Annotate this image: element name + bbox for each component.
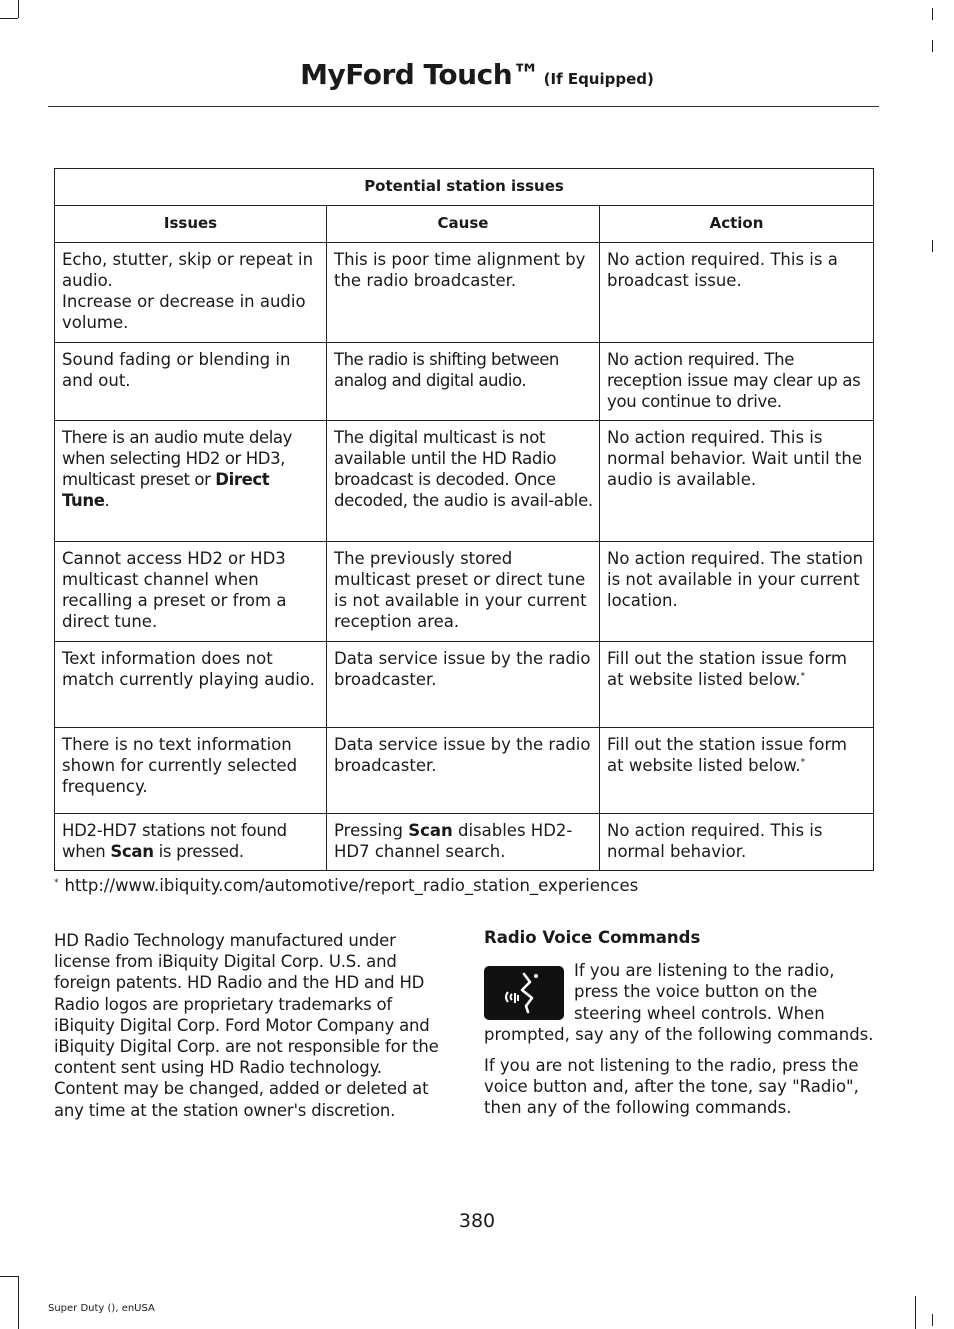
page-number: 380 bbox=[458, 1210, 496, 1232]
cause-cell bbox=[327, 421, 600, 542]
issue-cell: Text information does not match currently playing audio. bbox=[55, 642, 327, 728]
crop-mark bbox=[18, 1276, 19, 1329]
cause-cell: Data service issue by the radio broadcaster. bbox=[327, 642, 600, 728]
crop-mark bbox=[932, 1314, 933, 1326]
cause-keyword: Scan bbox=[408, 821, 453, 840]
action-cell: No action required. This is normal behavior. Wait until the audio is available. bbox=[600, 421, 874, 542]
table-row bbox=[55, 243, 874, 343]
hd-radio-notice: HD Radio Technology manufactured under license from iBiquity Digital Corp. U.S. and foreign patents. HD Radio and the HD and HD Radio logos are proprietary trademarks of iBiquity Digital Corp. Ford Motor Company and iBiquity Digital Corp. are not responsible for the content sent using HD Radio technology. Content may be changed, added or deleted at any time at the station owner's discretion. bbox=[54, 931, 439, 1120]
issue-keyword: Scan bbox=[110, 842, 154, 861]
table-row bbox=[55, 814, 874, 871]
cause-text: disables HD2-HD7 channel search. bbox=[334, 821, 573, 861]
issue-text: HD2-HD7 stations not found when bbox=[62, 821, 287, 861]
voice-paragraph-1 bbox=[484, 960, 874, 1045]
action-text: Fill out the station issue form at website listed below. bbox=[607, 649, 848, 689]
table-caption-row bbox=[55, 169, 874, 206]
crop-mark bbox=[18, 0, 19, 18]
crop-mark bbox=[932, 40, 933, 52]
table-caption: Potential station issues bbox=[55, 169, 874, 206]
column-header-issues: Issues bbox=[55, 206, 327, 243]
voice-paragraph-2: If you are not listening to the radio, press the voice button and, after the tone, say "Radio", then any of the following commands. bbox=[484, 1056, 859, 1118]
issue-text: is pressed. bbox=[153, 842, 244, 861]
cause-text: Pressing bbox=[334, 821, 409, 840]
action-cell: No action required. The station is not available in your current location. bbox=[600, 542, 874, 642]
column-header-action: Action bbox=[600, 206, 874, 243]
cause-cell bbox=[327, 343, 600, 421]
issue-cell bbox=[55, 243, 327, 343]
section-heading: Radio Voice Commands bbox=[484, 928, 701, 947]
action-text: No action required. The reception issue may clear up as you continue to drive. bbox=[607, 350, 861, 411]
document-id: Super Duty (), enUSA bbox=[48, 1303, 155, 1314]
cause-text: The digital multicast is not available until the HD Radio broadcast is decoded. Once decoded, the audio is avail-able. bbox=[334, 428, 593, 510]
action-text: Fill out the station issue form at website listed below. bbox=[607, 735, 848, 775]
footnote-marker: * bbox=[800, 757, 806, 768]
table-row bbox=[55, 343, 874, 421]
action-cell bbox=[600, 642, 874, 728]
cause-cell: Data service issue by the radio broadcaster. bbox=[327, 728, 600, 814]
crop-mark bbox=[932, 8, 933, 20]
issue-cell: Sound fading or blending in and out. bbox=[55, 343, 327, 421]
cause-text: The radio is shifting between analog and digital audio. bbox=[334, 350, 559, 390]
action-cell: No action required. This is a broadcast issue. bbox=[600, 243, 874, 343]
cause-cell: The previously stored multicast preset or direct tune is not available in your current reception area. bbox=[327, 542, 600, 642]
action-cell bbox=[600, 728, 874, 814]
crop-mark bbox=[932, 240, 933, 252]
table-row bbox=[55, 728, 874, 814]
voice-command-icon bbox=[484, 966, 564, 1020]
header-rule bbox=[48, 106, 879, 107]
issue-text: . bbox=[104, 491, 110, 510]
table-row bbox=[55, 642, 874, 728]
issue-cell: There is no text information shown for currently selected frequency. bbox=[55, 728, 327, 814]
footnote-marker: * bbox=[54, 877, 59, 888]
action-cell: No action required. This is normal behavior. bbox=[600, 814, 874, 871]
cause-cell bbox=[327, 814, 600, 871]
issue-keyword: Direct Tune bbox=[62, 470, 270, 510]
crop-mark bbox=[0, 1276, 18, 1277]
action-cell bbox=[600, 343, 874, 421]
table-row bbox=[55, 421, 874, 542]
issue-line: Echo, stutter, skip or repeat in audio. bbox=[62, 250, 314, 290]
table-header-row bbox=[55, 206, 874, 243]
crop-mark bbox=[0, 18, 18, 19]
cause-cell: This is poor time alignment by the radio broadcaster. bbox=[327, 243, 600, 343]
page-title: MyFord Touch™ bbox=[300, 58, 540, 91]
station-issues-table bbox=[54, 168, 874, 871]
issue-cell bbox=[55, 814, 327, 871]
radio-voice-commands-section bbox=[484, 927, 874, 1129]
issue-cell: Cannot access HD2 or HD3 multicast channel when recalling a preset or from a direct tune. bbox=[55, 542, 327, 642]
column-header-cause: Cause bbox=[327, 206, 600, 243]
issue-cell bbox=[55, 421, 327, 542]
footnote-marker: * bbox=[800, 671, 806, 682]
issue-text: There is an audio mute delay when selecting HD2 or HD3, multicast preset or bbox=[62, 428, 292, 489]
voice-paragraph-1-text: If you are listening to the radio, press the voice button on the steering wheel controls. When prompted, say any of the following commands. bbox=[484, 961, 874, 1044]
table-row bbox=[55, 542, 874, 642]
page-subtitle: (If Equipped) bbox=[543, 70, 654, 88]
table-footnote bbox=[54, 876, 638, 895]
footnote-url[interactable]: http://www.ibiquity.com/automotive/report_radio_station_experiences bbox=[64, 876, 639, 895]
crop-mark bbox=[915, 1296, 916, 1329]
issue-line: Increase or decrease in audio volume. bbox=[62, 292, 306, 332]
page-header bbox=[0, 58, 954, 91]
